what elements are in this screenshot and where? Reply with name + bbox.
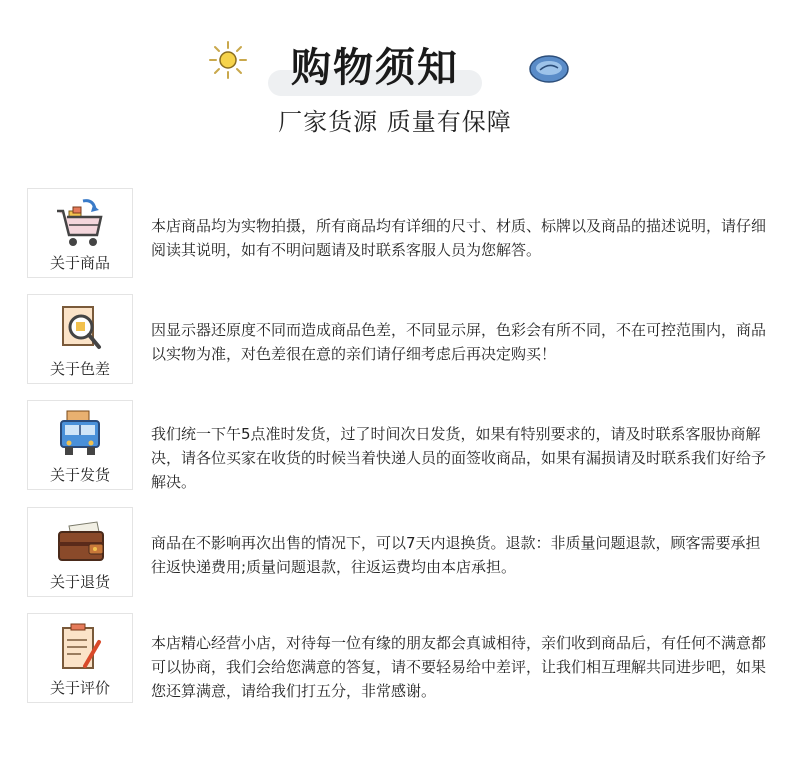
review-pencil-icon bbox=[53, 620, 109, 676]
page-title: 购物须知 bbox=[291, 45, 459, 91]
section-icon-box bbox=[27, 400, 133, 490]
section-text: 本店商品均为实物拍摄，所有商品均有详细的尺寸、材质、标牌以及商品的描述说明，请仔细阅读其说明，如有不明问题请及时联系客服人员为您解答。 bbox=[151, 217, 767, 259]
section-icon-box bbox=[27, 613, 133, 703]
section-text: 本店精心经营小店，对待每一位有缘的朋友都会真诚相待，亲们收到商品后，有任何不满意都可以协商，我们会给您满意的答复，请不要轻易给中差评，让我们相互理解共同进步吧，如果您还算满意，请给我们打五分，非常感谢。 bbox=[151, 634, 767, 700]
wallet-icon bbox=[53, 514, 109, 570]
shopping-cart-icon bbox=[53, 195, 109, 251]
page-subtitle: 厂家货源 质量有保障 bbox=[278, 108, 512, 136]
section-label: 关于退货 bbox=[49, 573, 110, 591]
section-icon-box bbox=[27, 507, 133, 597]
page-header bbox=[0, 0, 790, 150]
disc-icon bbox=[528, 52, 570, 86]
title-block bbox=[268, 44, 482, 94]
section-label: 关于商品 bbox=[49, 254, 110, 272]
section-text: 因显示器还原度不同而造成商品色差，不同显示屏，色彩会有所不同，不在可控范围内，商品以实物为准，对色差很在意的亲们请仔细考虑后再决定购买！ bbox=[151, 321, 767, 363]
section-icon-box bbox=[27, 294, 133, 384]
section-text: 商品在不影响再次出售的情况下，可以7天内退换货。退款：非质量问题退款，顾客需要承担往返快递费用;质量问题退款，往返运费均由本店承担。 bbox=[151, 534, 761, 576]
sun-icon bbox=[208, 40, 248, 80]
section-icon-box bbox=[27, 188, 133, 278]
delivery-truck-icon bbox=[53, 407, 109, 463]
section-text: 我们统一下午5点准时发货，过了时间次日发货，如果有特别要求的，请及时联系客服协商解决，请各位买家在收货的时候当着快递人员的面签收商品，如果有漏损请及时联系我们好给予解决。 bbox=[151, 425, 767, 491]
section-label: 关于评价 bbox=[49, 679, 110, 697]
section-label: 关于发货 bbox=[49, 466, 110, 484]
magnifier-document-icon bbox=[53, 301, 109, 357]
section-label: 关于色差 bbox=[49, 360, 110, 378]
